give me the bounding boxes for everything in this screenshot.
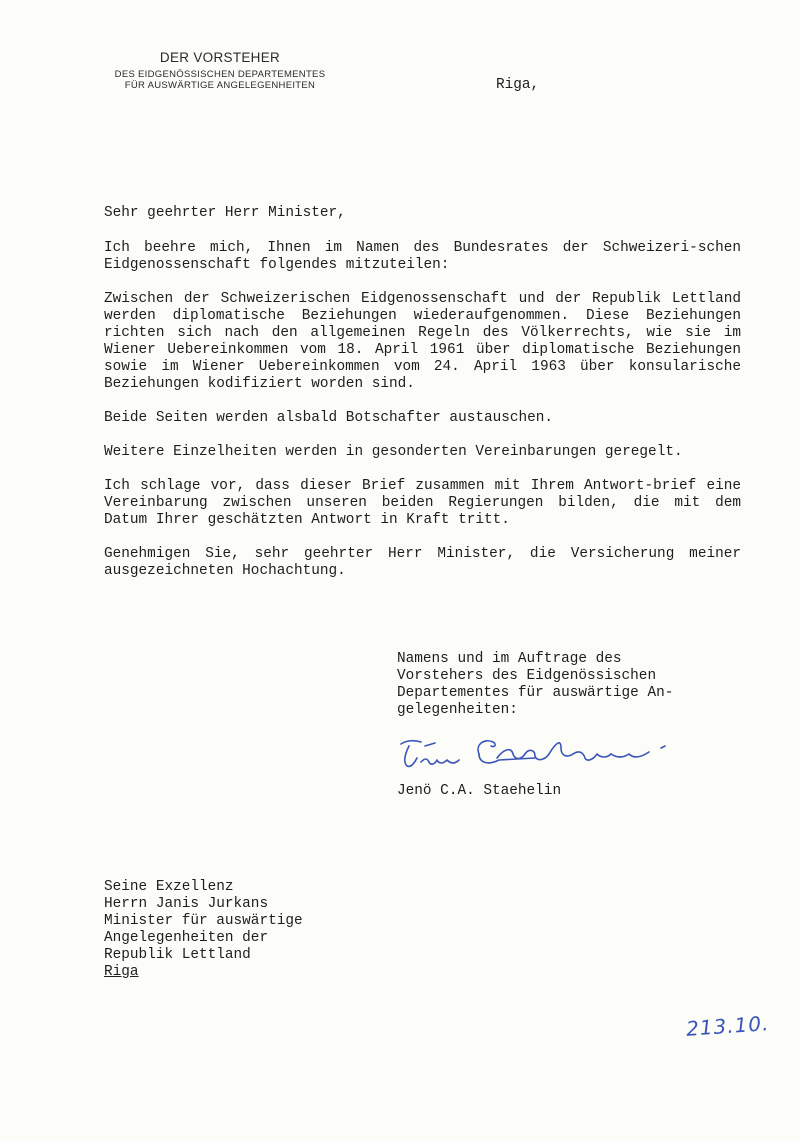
place: Riga,	[496, 77, 540, 93]
letterhead	[70, 50, 370, 91]
letterhead-line-2: FÜR AUSWÄRTIGE ANGELEGENHEITEN	[124, 80, 316, 91]
address-line-1: Seine Exzellenz	[104, 879, 234, 895]
closing-line-2: Vorstehers des Eidgenössischen	[397, 668, 657, 684]
paragraph-2: Zwischen der Schweizerischen Eidgenossenschaft und der Republik Lettland werden diplomatische Beziehungen wiederaufgenommen. Diese Beziehungen richten sich nach den allgemeinen Regeln des Völkerrechts, wie sie im Wiener Uebereinkommen vom 18. April 1961 über diplomatische Beziehungen sowie im Wiener Uebereinkommen vom 24. April 1963 über konsularische Beziehungen kodifiziert worden sind.	[104, 291, 741, 392]
paragraph-5: Ich schlage vor, dass dieser Brief zusammen mit Ihrem Antwort-brief eine Vereinbarung zwischen unseren beiden Regierungen bilden, die mit dem Datum Ihrer geschätzten Antwort in Kraft tritt.	[104, 478, 741, 528]
closing-block	[397, 651, 742, 719]
closing-line-4: gelegenheiten:	[397, 702, 518, 718]
paragraph-3: Beide Seiten werden alsbald Botschafter austauschen.	[104, 410, 554, 426]
paragraph-1: Ich beehre mich, Ihnen im Namen des Bundesrates der Schweizeri-schen Eidgenossenschaft folgendes mitzuteilen:	[104, 240, 741, 273]
address-line-3: Minister für auswärtige	[104, 913, 303, 929]
address-line-4: Angelegenheiten der	[104, 930, 269, 946]
letterhead-line-1: DES EIDGENÖSSISCHEN DEPARTEMENTES	[114, 69, 326, 80]
paragraph-4: Weitere Einzelheiten werden in gesonderten Vereinbarungen geregelt.	[104, 444, 683, 460]
address-line-6-city: Riga	[104, 964, 139, 980]
closing-line-3: Departementes für auswärtige An-	[397, 685, 674, 701]
handwritten-signature	[395, 724, 685, 774]
address-line-2: Herrn Janis Jurkans	[104, 896, 269, 912]
handwritten-annotation: 213.10.	[685, 1011, 771, 1041]
paragraph-6: Genehmigen Sie, sehr geehrter Herr Minister, die Versicherung meiner ausgezeichneten Hochachtung.	[104, 546, 741, 579]
letterhead-title: DER VORSTEHER	[159, 50, 281, 65]
closing-line-1: Namens und im Auftrage des	[397, 651, 622, 667]
signer-name: Jenö C.A. Staehelin	[397, 783, 562, 799]
recipient-address	[104, 879, 303, 981]
address-line-5: Republik Lettland	[104, 947, 251, 963]
salutation: Sehr geehrter Herr Minister,	[104, 205, 346, 221]
letter-body	[104, 240, 741, 597]
